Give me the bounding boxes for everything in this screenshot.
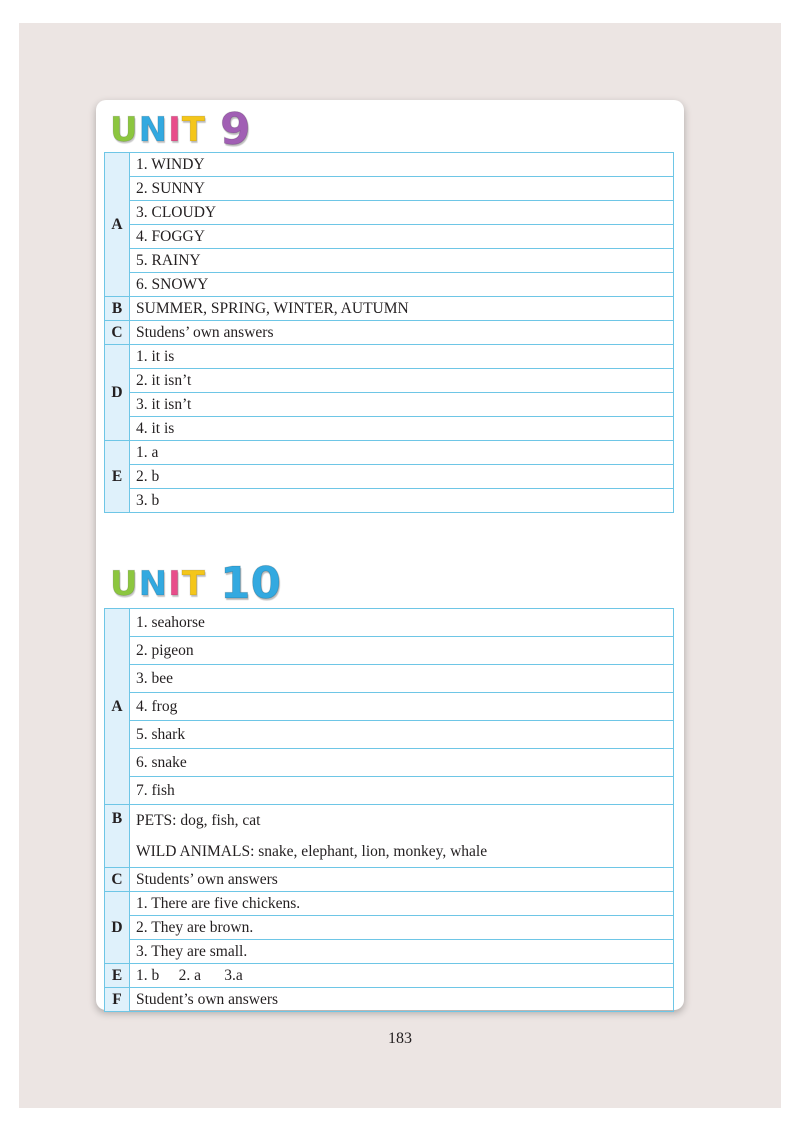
- unit-number: 10: [219, 558, 282, 609]
- table-row: [105, 177, 674, 201]
- page-number: 183: [388, 1030, 412, 1047]
- section-label-b: B: [105, 297, 130, 321]
- answer-cell: SUMMER, SPRING, WINTER, AUTUMN: [130, 297, 674, 321]
- section-label-c: C: [105, 321, 130, 345]
- table-row: [105, 749, 674, 777]
- answer-cell: 1. b 2. a 3.a: [130, 964, 674, 988]
- answer-cell: Studens’ own answers: [130, 321, 674, 345]
- table-row: [105, 916, 674, 940]
- answer-cell: 1. it is: [130, 345, 674, 369]
- table-row: [105, 321, 674, 345]
- table-row: [105, 637, 674, 665]
- answer-cell: 6. snake: [130, 749, 674, 777]
- answer-cell: 3. They are small.: [130, 940, 674, 964]
- answer-line: WILD ANIMALS: snake, elephant, lion, monkey, whale: [136, 843, 488, 860]
- table-row: [105, 369, 674, 393]
- answer-line: PETS: dog, fish, cat: [136, 812, 261, 829]
- answer-cell: 1. seahorse: [130, 609, 674, 637]
- table-row: [105, 273, 674, 297]
- unit-letter-i: I: [168, 110, 182, 150]
- table-row: [105, 201, 674, 225]
- answer-cell: 7. fish: [130, 777, 674, 805]
- answer-cell: 1. There are five chickens.: [130, 892, 674, 916]
- answer-cell: 2. b: [130, 465, 674, 489]
- table-row: [105, 665, 674, 693]
- unit-letter-i: I: [168, 564, 182, 604]
- unit-letter-u: U: [110, 110, 139, 150]
- section-label-b: B: [105, 805, 130, 868]
- table-row: [105, 777, 674, 805]
- table-row: [105, 868, 674, 892]
- table-row: [105, 892, 674, 916]
- table-row: [105, 988, 674, 1012]
- table-row: [105, 249, 674, 273]
- table-row: [105, 964, 674, 988]
- section-label-e: E: [105, 964, 130, 988]
- answer-cell: 2. it isn’t: [130, 369, 674, 393]
- answer-cell: 3. CLOUDY: [130, 201, 674, 225]
- answer-cell: 3. it isn’t: [130, 393, 674, 417]
- section-label-a: A: [105, 153, 130, 297]
- unit-9-heading: [110, 104, 251, 155]
- unit-letter-u: U: [110, 564, 139, 604]
- answer-cell: 1. a: [130, 441, 674, 465]
- answer-cell: 4. FOGGY: [130, 225, 674, 249]
- table-row: [105, 417, 674, 441]
- answer-cell: 6. SNOWY: [130, 273, 674, 297]
- unit-letter-t: T: [181, 564, 206, 604]
- unit-10-answer-table: [104, 608, 674, 1012]
- table-row: [105, 805, 674, 868]
- unit-letter-t: T: [181, 110, 206, 150]
- unit-word: [110, 564, 206, 604]
- answer-cell: 5. shark: [130, 721, 674, 749]
- answer-cell: 2. pigeon: [130, 637, 674, 665]
- section-label-d: D: [105, 345, 130, 441]
- section-label-d: D: [105, 892, 130, 964]
- answer-cell: Student’s own answers: [130, 988, 674, 1012]
- answer-cell: [130, 805, 674, 868]
- unit-number: 9: [219, 104, 251, 155]
- answer-cell: 2. SUNNY: [130, 177, 674, 201]
- answer-cell: Students’ own answers: [130, 868, 674, 892]
- table-row: [105, 225, 674, 249]
- table-row: [105, 393, 674, 417]
- answer-cell: 4. it is: [130, 417, 674, 441]
- answer-cell: 5. RAINY: [130, 249, 674, 273]
- table-row: [105, 297, 674, 321]
- table-row: [105, 465, 674, 489]
- table-row: [105, 489, 674, 513]
- table-row: [105, 721, 674, 749]
- unit-10-heading: [110, 558, 282, 609]
- unit-word: [110, 110, 206, 150]
- table-row: [105, 345, 674, 369]
- answer-cell: 1. WINDY: [130, 153, 674, 177]
- unit-letter-n: N: [138, 564, 169, 604]
- table-row: [105, 940, 674, 964]
- section-label-c: C: [105, 868, 130, 892]
- answer-cell: 3. b: [130, 489, 674, 513]
- section-label-f: F: [105, 988, 130, 1012]
- answer-cell: 4. frog: [130, 693, 674, 721]
- section-label-e: E: [105, 441, 130, 513]
- table-row: [105, 693, 674, 721]
- answer-cell: 2. They are brown.: [130, 916, 674, 940]
- section-label-a: A: [105, 609, 130, 805]
- table-row: [105, 441, 674, 465]
- unit-9-answer-table: [104, 152, 674, 513]
- table-row: [105, 609, 674, 637]
- table-row: [105, 153, 674, 177]
- unit-letter-n: N: [138, 110, 169, 150]
- answer-cell: 3. bee: [130, 665, 674, 693]
